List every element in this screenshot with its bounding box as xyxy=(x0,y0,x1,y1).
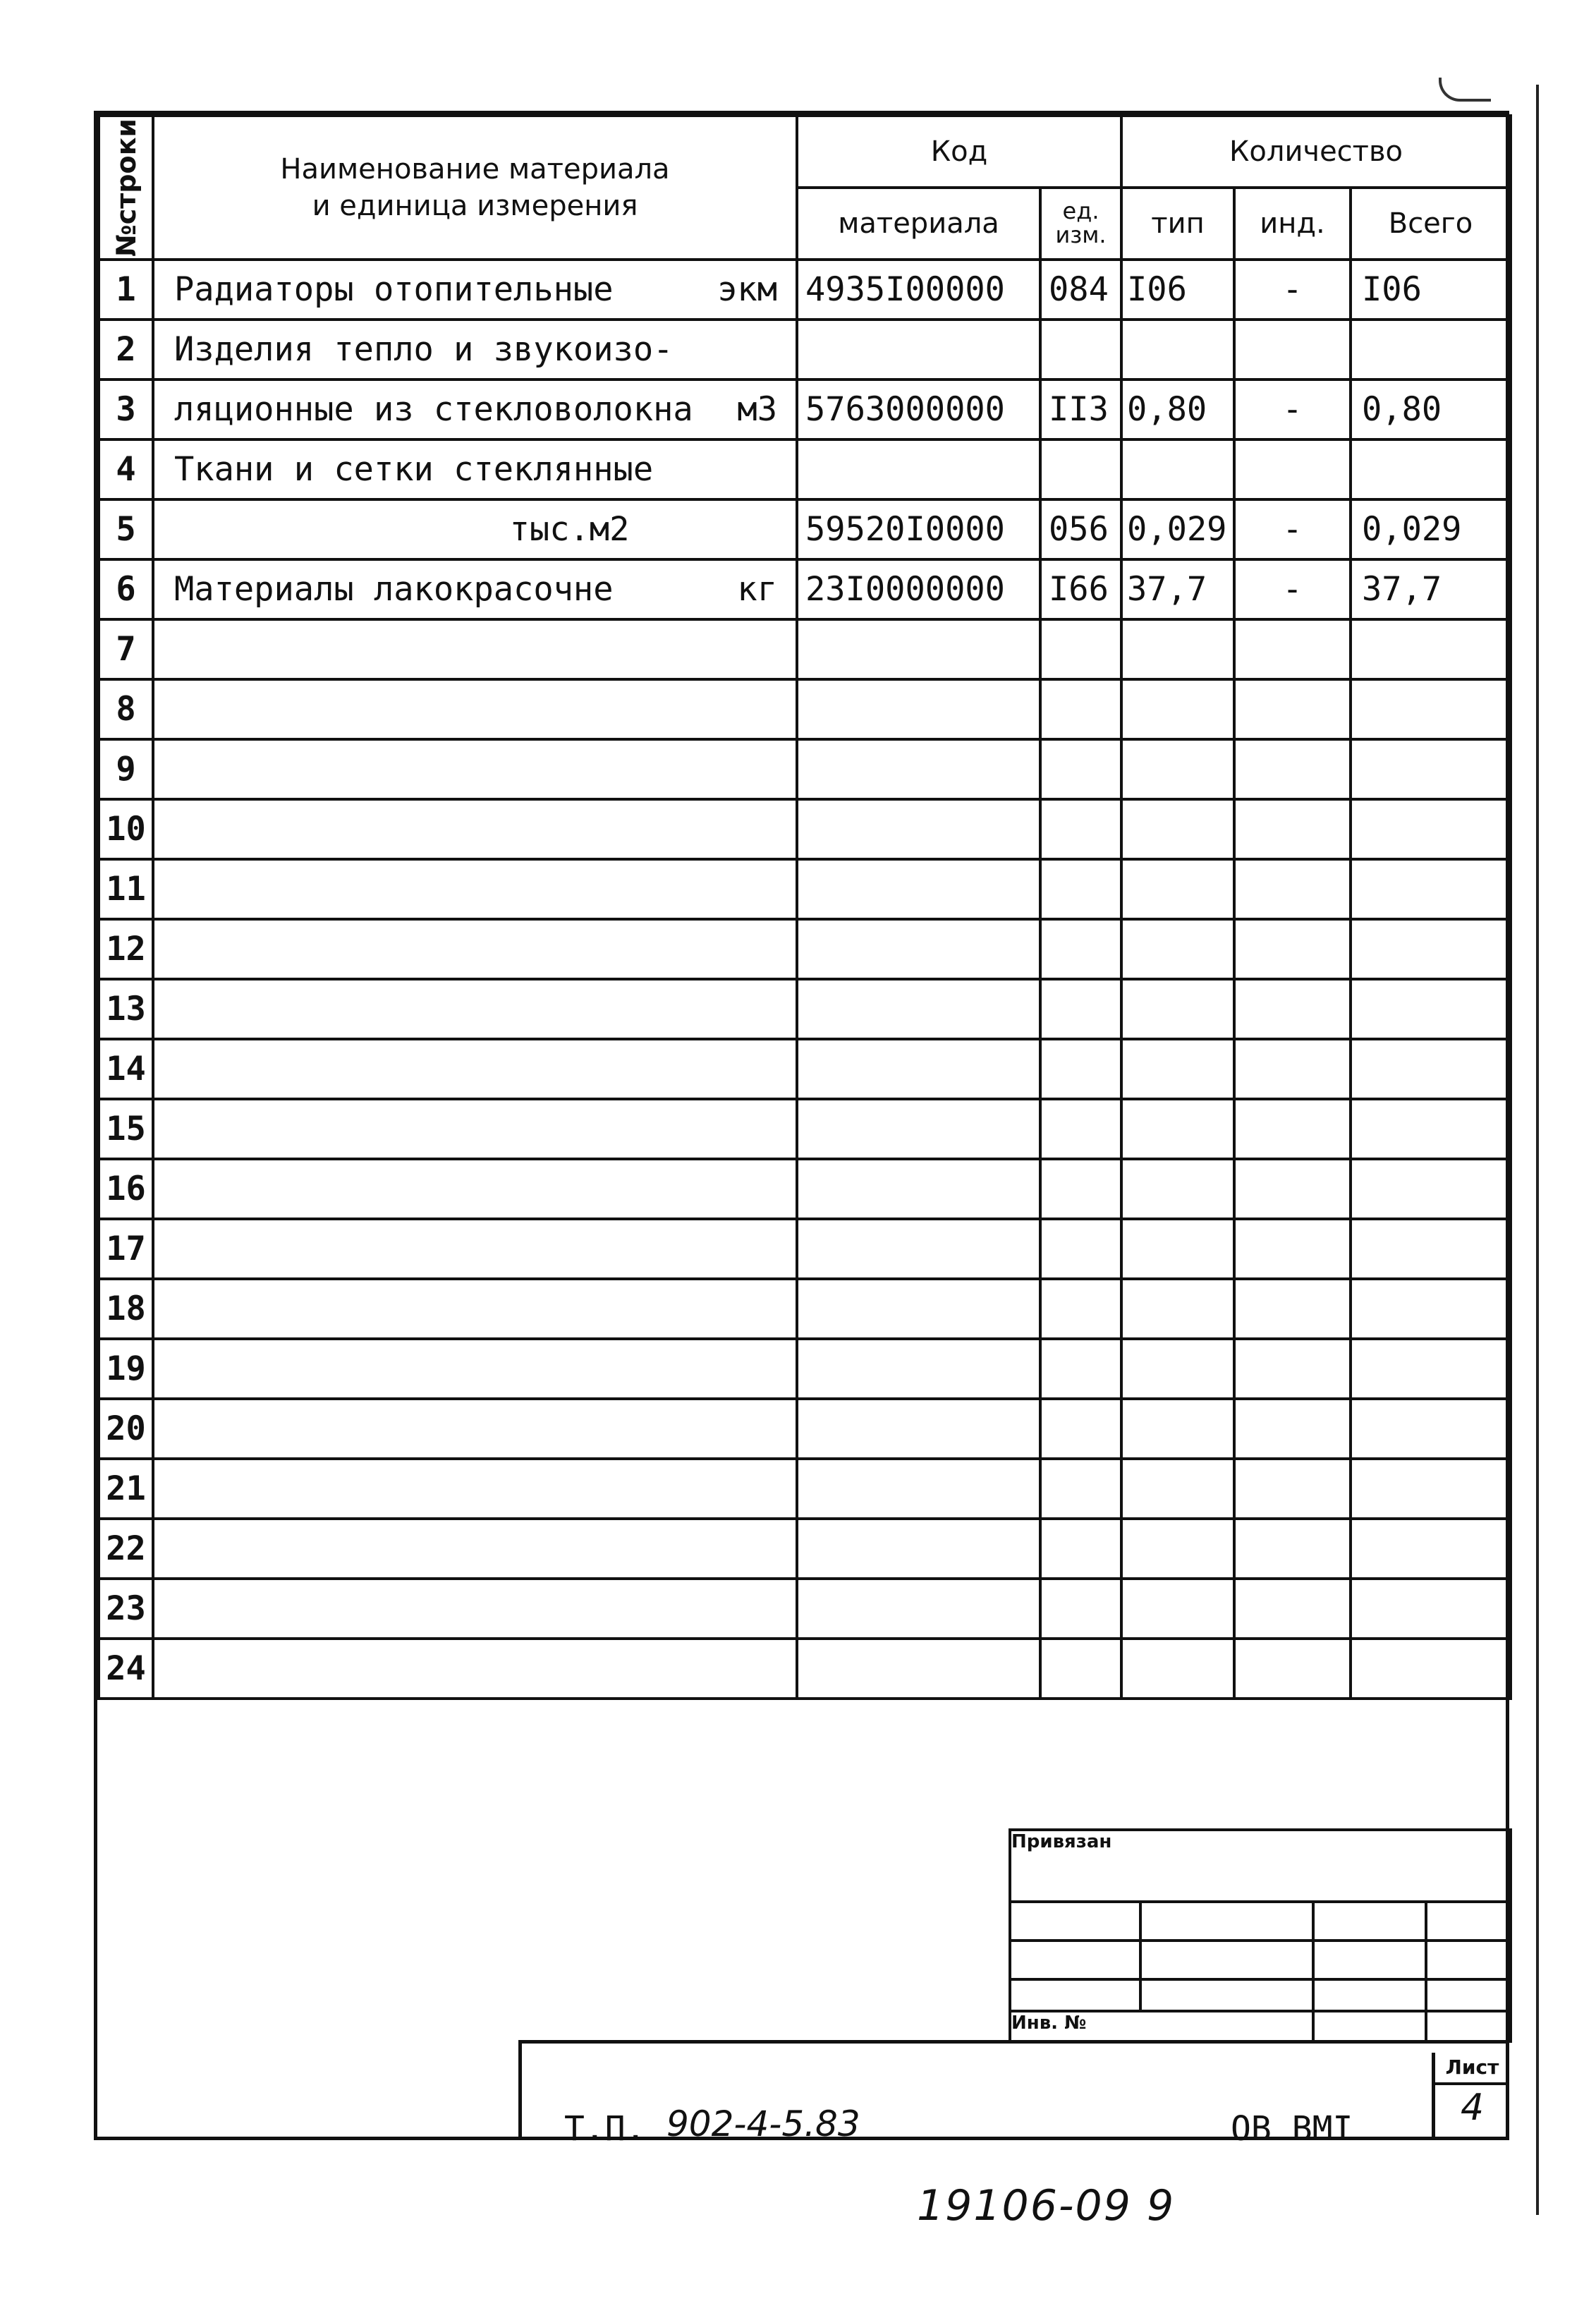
qty-total xyxy=(1351,979,1511,1039)
material-code xyxy=(797,1519,1040,1579)
unit-code xyxy=(1040,859,1121,919)
qty-total xyxy=(1351,1459,1511,1519)
material-name xyxy=(153,320,797,380)
header-code-unit: ед. изм. xyxy=(1040,188,1121,260)
row-number: 23 xyxy=(99,1579,153,1639)
material-name xyxy=(153,739,797,799)
table-row xyxy=(99,799,1511,859)
qty-ind xyxy=(1234,859,1351,919)
qty-total: 0,029 xyxy=(1351,499,1511,559)
header-name-line2: и единица измерения xyxy=(312,190,638,222)
material-name-text: Радиаторы отопительные xyxy=(174,270,614,309)
material-name-text: Материалы лакокрасочне xyxy=(174,570,614,609)
header-code-group: Код xyxy=(797,116,1121,188)
qty-type xyxy=(1121,1339,1234,1399)
qty-type xyxy=(1121,1219,1234,1279)
qty-ind: - xyxy=(1234,380,1351,439)
qty-ind xyxy=(1234,619,1351,679)
row-number: 22 xyxy=(99,1519,153,1579)
material-name-text: Изделия тепло и звукоизо- xyxy=(174,330,674,369)
material-name xyxy=(153,380,797,439)
qty-type xyxy=(1121,1459,1234,1519)
material-code xyxy=(797,859,1040,919)
material-code xyxy=(797,1579,1040,1639)
qty-ind xyxy=(1234,739,1351,799)
qty-type xyxy=(1121,320,1234,380)
row-number: 3 xyxy=(99,380,153,439)
qty-total: 37,7 xyxy=(1351,559,1511,619)
material-name xyxy=(153,1399,797,1459)
doc-code: ОВ ВМI xyxy=(1231,2109,1353,2149)
qty-total: 0,80 xyxy=(1351,380,1511,439)
unit-code xyxy=(1040,1099,1121,1159)
row-number: 19 xyxy=(99,1339,153,1399)
qty-type xyxy=(1121,1279,1234,1339)
material-name-text: Ткани и сетки стеклянные xyxy=(174,450,654,489)
materials-table xyxy=(97,114,1512,1700)
material-code xyxy=(797,1339,1040,1399)
header-name-line1: Наименование материала xyxy=(280,153,670,186)
table-row xyxy=(99,739,1511,799)
qty-total xyxy=(1351,1099,1511,1159)
qty-type: 0,80 xyxy=(1121,380,1234,439)
qty-type xyxy=(1121,619,1234,679)
qty-total xyxy=(1351,439,1511,499)
material-code xyxy=(797,619,1040,679)
qty-ind xyxy=(1234,1219,1351,1279)
table-row xyxy=(99,260,1511,320)
qty-ind xyxy=(1234,1339,1351,1399)
material-code xyxy=(797,1459,1040,1519)
qty-ind: - xyxy=(1234,559,1351,619)
unit-code: 084 xyxy=(1040,260,1121,320)
qty-type xyxy=(1121,679,1234,739)
material-code xyxy=(797,320,1040,380)
table-row xyxy=(99,919,1511,979)
row-number: 15 xyxy=(99,1099,153,1159)
qty-total xyxy=(1351,919,1511,979)
unit-code xyxy=(1040,1279,1121,1339)
qty-type xyxy=(1121,799,1234,859)
material-name xyxy=(153,1099,797,1159)
material-code xyxy=(797,799,1040,859)
qty-type xyxy=(1121,1399,1234,1459)
unit-code: II3 xyxy=(1040,380,1121,439)
material-code xyxy=(797,979,1040,1039)
material-code xyxy=(797,1039,1040,1099)
qty-ind xyxy=(1234,1459,1351,1519)
qty-total xyxy=(1351,859,1511,919)
material-name xyxy=(153,1219,797,1279)
qty-total xyxy=(1351,619,1511,679)
qty-type xyxy=(1121,1579,1234,1639)
unit-code xyxy=(1040,1159,1121,1219)
row-number: 14 xyxy=(99,1039,153,1099)
material-unit: кг xyxy=(737,570,777,609)
sheet-box xyxy=(1432,2053,1509,2140)
unit-code: 056 xyxy=(1040,499,1121,559)
row-number: 24 xyxy=(99,1639,153,1699)
qty-total xyxy=(1351,1159,1511,1219)
table-row xyxy=(99,1039,1511,1099)
material-name xyxy=(153,799,797,859)
row-number: 10 xyxy=(99,799,153,859)
qty-type: 0,029 xyxy=(1121,499,1234,559)
stamp-bound-label: Привязан xyxy=(1010,1830,1511,1902)
table-row xyxy=(99,1459,1511,1519)
material-code xyxy=(797,1279,1040,1339)
material-code xyxy=(797,1639,1040,1699)
qty-type xyxy=(1121,919,1234,979)
material-name xyxy=(153,1579,797,1639)
sheet-label: Лист xyxy=(1435,2053,1509,2085)
qty-total xyxy=(1351,320,1511,380)
qty-ind xyxy=(1234,919,1351,979)
table-row xyxy=(99,559,1511,619)
material-code xyxy=(797,1159,1040,1219)
qty-total xyxy=(1351,1279,1511,1339)
qty-ind xyxy=(1234,1639,1351,1699)
material-code xyxy=(797,1399,1040,1459)
table-row xyxy=(99,859,1511,919)
qty-ind xyxy=(1234,1399,1351,1459)
unit-code: I66 xyxy=(1040,559,1121,619)
table-row xyxy=(99,679,1511,739)
row-number: 20 xyxy=(99,1399,153,1459)
qty-ind xyxy=(1234,979,1351,1039)
qty-total: I06 xyxy=(1351,260,1511,320)
row-number: 17 xyxy=(99,1219,153,1279)
material-name xyxy=(153,979,797,1039)
qty-ind: - xyxy=(1234,499,1351,559)
qty-total xyxy=(1351,1339,1511,1399)
material-code xyxy=(797,1099,1040,1159)
table-row xyxy=(99,1279,1511,1339)
table-row xyxy=(99,1579,1511,1639)
unit-code xyxy=(1040,1219,1121,1279)
table-row xyxy=(99,499,1511,559)
qty-type xyxy=(1121,859,1234,919)
qty-total xyxy=(1351,739,1511,799)
unit-code xyxy=(1040,799,1121,859)
material-name xyxy=(153,260,797,320)
qty-ind xyxy=(1234,1579,1351,1639)
material-code: 23I0000000 xyxy=(797,559,1040,619)
material-name xyxy=(153,1459,797,1519)
table-row xyxy=(99,439,1511,499)
header-material-name xyxy=(153,116,797,260)
unit-code xyxy=(1040,320,1121,380)
table-row xyxy=(99,320,1511,380)
material-name xyxy=(153,1639,797,1699)
material-unit: м3 xyxy=(737,390,777,429)
row-number: 12 xyxy=(99,919,153,979)
material-name xyxy=(153,1039,797,1099)
qty-type xyxy=(1121,979,1234,1039)
row-number: 8 xyxy=(99,679,153,739)
qty-ind xyxy=(1234,799,1351,859)
qty-type xyxy=(1121,1639,1234,1699)
qty-ind xyxy=(1234,320,1351,380)
material-code: 59520I0000 xyxy=(797,499,1040,559)
unit-code xyxy=(1040,1519,1121,1579)
material-code xyxy=(797,739,1040,799)
unit-code xyxy=(1040,439,1121,499)
material-code xyxy=(797,439,1040,499)
table-row xyxy=(99,1519,1511,1579)
row-number: 4 xyxy=(99,439,153,499)
table-row xyxy=(99,380,1511,439)
material-code: 4935I00000 xyxy=(797,260,1040,320)
qty-type: 37,7 xyxy=(1121,559,1234,619)
qty-ind xyxy=(1234,1279,1351,1339)
material-code xyxy=(797,1219,1040,1279)
qty-ind: - xyxy=(1234,260,1351,320)
header-row-number: №строки xyxy=(99,116,153,260)
material-unit: экм xyxy=(717,270,777,309)
row-number: 21 xyxy=(99,1459,153,1519)
unit-code xyxy=(1040,1039,1121,1099)
qty-ind xyxy=(1234,679,1351,739)
qty-total xyxy=(1351,1399,1511,1459)
header-code-material: материала xyxy=(797,188,1040,260)
material-code xyxy=(797,919,1040,979)
table-row xyxy=(99,1639,1511,1699)
sheet-number: 4 xyxy=(1460,2087,1485,2129)
unit-code xyxy=(1040,1639,1121,1699)
material-name xyxy=(153,1339,797,1399)
material-name xyxy=(153,1519,797,1579)
table-row xyxy=(99,1099,1511,1159)
material-unit: тыс.м2 xyxy=(509,510,630,549)
qty-total xyxy=(1351,1579,1511,1639)
qty-ind xyxy=(1234,1159,1351,1219)
unit-code xyxy=(1040,919,1121,979)
table-row xyxy=(99,1159,1511,1219)
header-qty-total: Всего xyxy=(1351,188,1511,260)
unit-code xyxy=(1040,1399,1121,1459)
title-block-stamp xyxy=(1009,1828,1509,2040)
material-name xyxy=(153,679,797,739)
header-quantity-group: Количество xyxy=(1121,116,1511,188)
right-margin-line xyxy=(1536,85,1539,2215)
material-name xyxy=(153,1159,797,1219)
header-qty-ind: инд. xyxy=(1234,188,1351,260)
row-number: 1 xyxy=(99,260,153,320)
material-name xyxy=(153,619,797,679)
row-number: 7 xyxy=(99,619,153,679)
material-code: 5763000000 xyxy=(797,380,1040,439)
archive-number: 19106-09 9 xyxy=(917,2181,1176,2230)
qty-type xyxy=(1121,1099,1234,1159)
stamp-inv-label: Инв. № xyxy=(1010,2011,1313,2041)
material-name xyxy=(153,439,797,499)
unit-code xyxy=(1040,1579,1121,1639)
row-number: 11 xyxy=(99,859,153,919)
row-number: 18 xyxy=(99,1279,153,1339)
qty-total xyxy=(1351,1219,1511,1279)
qty-type xyxy=(1121,439,1234,499)
unit-code xyxy=(1040,1459,1121,1519)
qty-type xyxy=(1121,1159,1234,1219)
qty-type: I06 xyxy=(1121,260,1234,320)
qty-total xyxy=(1351,1639,1511,1699)
unit-code xyxy=(1040,1339,1121,1399)
unit-code xyxy=(1040,979,1121,1039)
qty-ind xyxy=(1234,1099,1351,1159)
material-name xyxy=(153,919,797,979)
table-row xyxy=(99,1219,1511,1279)
qty-ind xyxy=(1234,1519,1351,1579)
qty-ind xyxy=(1234,439,1351,499)
material-name xyxy=(153,559,797,619)
qty-total xyxy=(1351,1519,1511,1579)
material-name xyxy=(153,1279,797,1339)
qty-type xyxy=(1121,739,1234,799)
material-code xyxy=(797,679,1040,739)
corner-mark xyxy=(1439,78,1491,102)
row-number: 9 xyxy=(99,739,153,799)
row-number: 2 xyxy=(99,320,153,380)
table-row xyxy=(99,979,1511,1039)
table-row xyxy=(99,1399,1511,1459)
table-row xyxy=(99,1339,1511,1399)
material-name-text: ляционные из стекловолокна xyxy=(174,390,693,429)
tp-label: Т.П. xyxy=(564,2109,646,2149)
qty-total xyxy=(1351,1039,1511,1099)
row-number: 16 xyxy=(99,1159,153,1219)
row-number: 6 xyxy=(99,559,153,619)
header-qty-type: тип xyxy=(1121,188,1234,260)
row-number: 13 xyxy=(99,979,153,1039)
material-name xyxy=(153,859,797,919)
unit-code xyxy=(1040,679,1121,739)
table-row xyxy=(99,619,1511,679)
qty-type xyxy=(1121,1519,1234,1579)
unit-code xyxy=(1040,739,1121,799)
tp-number: 902-4-5.83 xyxy=(666,2103,860,2144)
qty-total xyxy=(1351,679,1511,739)
qty-ind xyxy=(1234,1039,1351,1099)
row-number: 5 xyxy=(99,499,153,559)
unit-code xyxy=(1040,619,1121,679)
qty-total xyxy=(1351,799,1511,859)
material-name xyxy=(153,499,797,559)
qty-type xyxy=(1121,1039,1234,1099)
